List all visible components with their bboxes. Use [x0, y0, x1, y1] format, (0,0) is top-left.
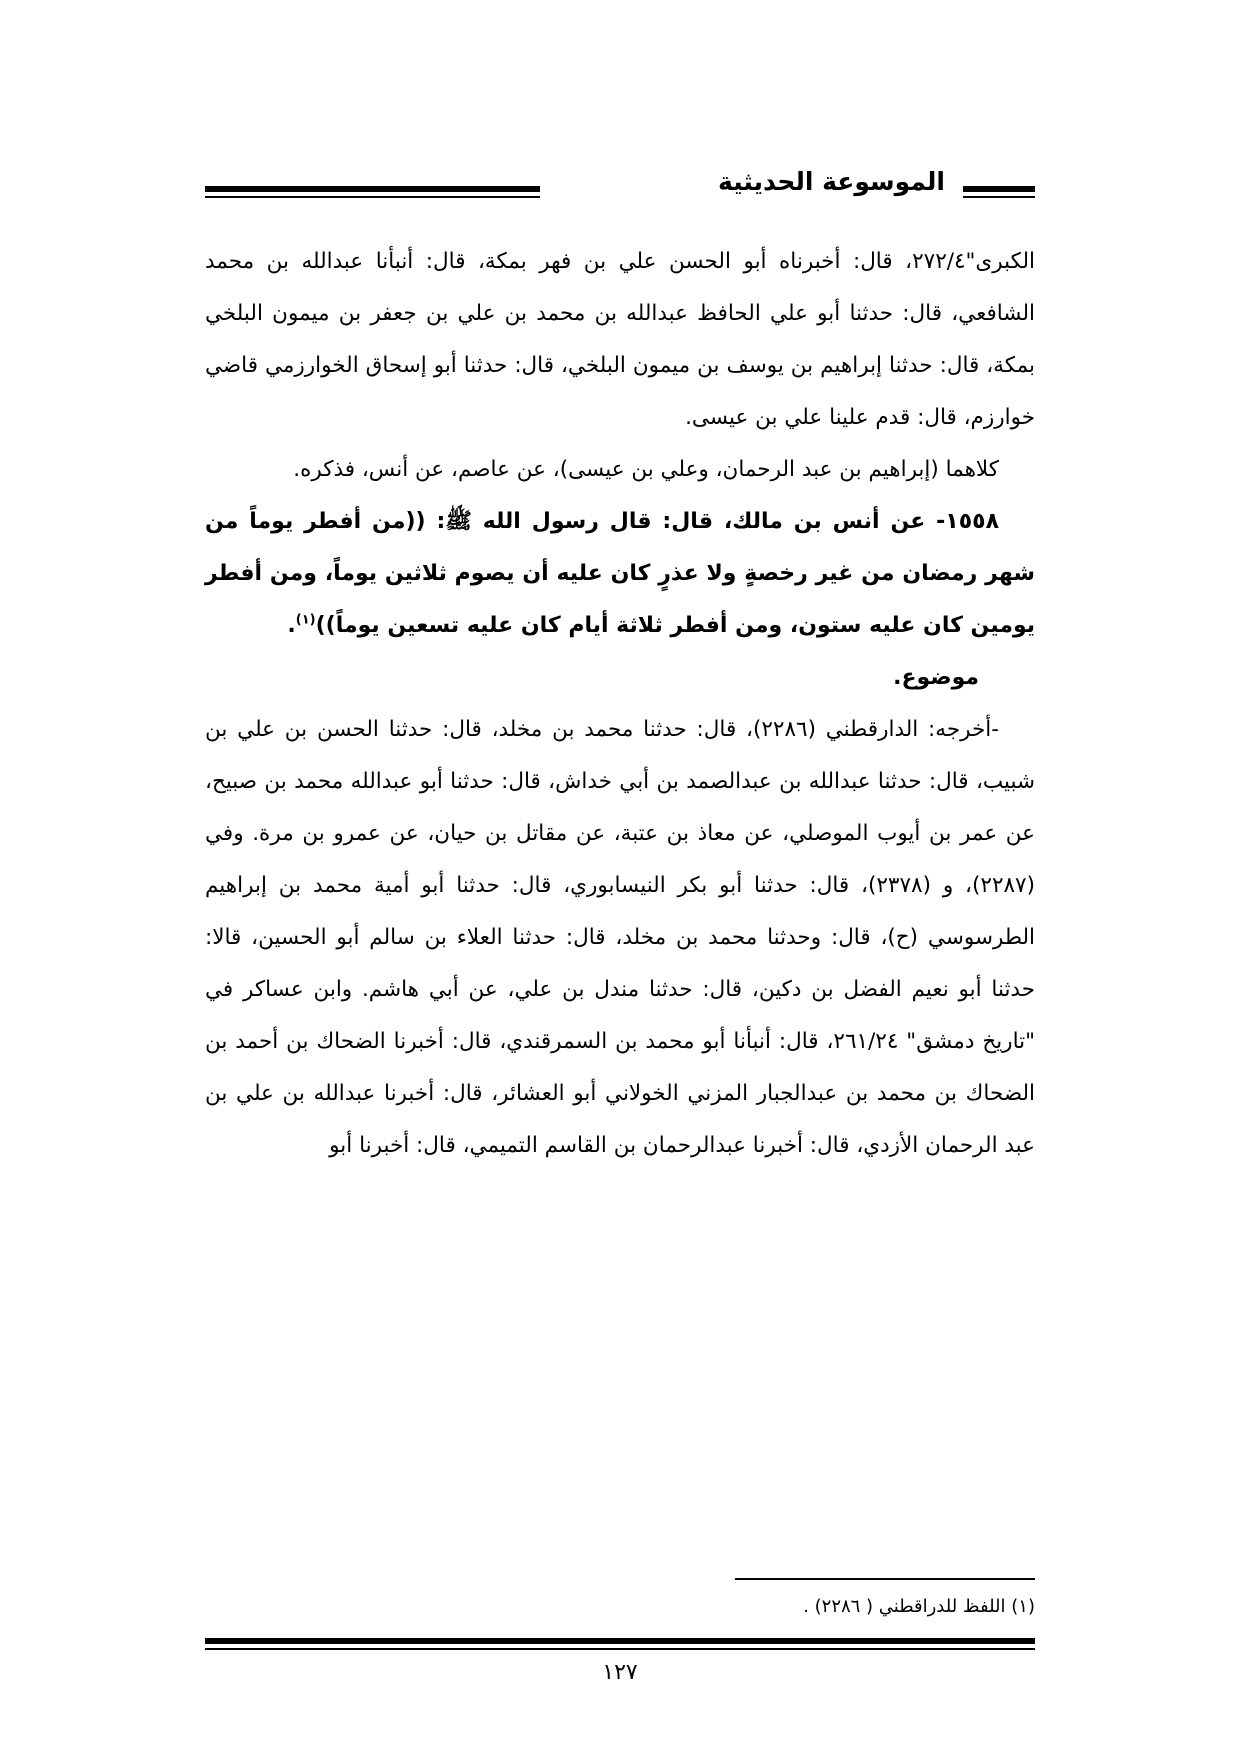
hadith-paragraph	[205, 496, 1035, 652]
footnote-rule	[735, 1578, 1035, 1580]
header-rule-left	[205, 186, 540, 200]
paragraph-1: الكبرى"٢٧٢/٤، قال: أخبرناه أبو الحسن علي بن فهر بمكة، قال: أنبأنا عبدالله بن محمد الشافعي، قال: حدثنا أبو علي الحافظ عبدالله بن محمد بن علي بن جعفر بن ميمون البلخي بمكة، قال: حدثنا إبراهيم بن يوسف بن ميمون البلخي، قال: حدثنا أبو إسحاق الخوارزمي قاضي خوارزم، قال: قدم علينا علي بن عيسى.	[205, 249, 1035, 430]
hadith-text: ١٥٥٨- عن أنس بن مالك، قال: قال رسول الله ﷺ: ((من أفطر يوماً من شهر رمضان من غير رخصةٍ ولا عذرٍ كان عليه أن يصوم ثلاثين يوماً، ومن أفطر يومين كان عليه ستون، ومن أفطر ثلاثة أيام كان عليه تسعين يوماً))	[205, 509, 1035, 638]
paragraph-3: -أخرجه: الدارقطني (٢٢٨٦)، قال: حدثنا محمد بن مخلد، قال: حدثنا الحسن بن علي بن شبيب، قال: حدثنا عبدالله بن عبدالصمد بن أبي خداش، قال: حدثنا أبو عبدالله محمد بن صبيح، عن عمر بن أيوب الموصلي، عن معاذ بن عتبة، عن مقاتل بن حيان، عن عمرو بن مرة. وفي (٢٢٨٧)، و (٢٣٧٨)، قال: حدثنا أبو بكر النيسابوري، قال: حدثنا أبو أمية محمد بن إبراهيم الطرسوسي (ح)، قال: وحدثنا محمد بن مخلد، قال: حدثنا العلاء بن سالم أبو الحسين، قالا: حدثنا أبو نعيم الفضل بن دكين، قال: حدثنا مندل بن علي، عن أبي هاشم. وابن عساكر في "تاريخ دمشق" ٢٦١/٢٤، قال: أنبأنا أبو محمد بن السمرقندي، قال: أخبرنا الضحاك بن أحمد بن الضحاك بن محمد بن عبدالجبار المزني الخولاني أبو العشائر، قال: أخبرنا عبدالله بن علي بن عبد الرحمان الأزدي، قال: أخبرنا عبدالرحمان بن القاسم التميمي، قال: أخبرنا أبو	[205, 717, 1035, 1158]
page-header	[205, 160, 1035, 208]
footer-rule	[205, 1638, 1035, 1650]
main-text	[205, 236, 1035, 1172]
footnote: (١) اللفظ للدراقطني ( ٢٢٨٦) .	[803, 1596, 1035, 1617]
header-title: الموسوعة الحديثية	[718, 167, 945, 196]
page-number: ١٢٧	[602, 1660, 638, 1685]
header-rule-right	[963, 186, 1035, 200]
verdict: موضوع.	[893, 665, 979, 690]
footnote-marker: (١)	[295, 612, 316, 628]
paragraph-2: كلاهما (إبراهيم بن عبد الرحمان، وعلي بن عيسى)، عن عاصم، عن أنس، فذكره.	[293, 457, 999, 482]
hadith-end: .	[287, 613, 296, 638]
page-content	[205, 160, 1035, 1685]
